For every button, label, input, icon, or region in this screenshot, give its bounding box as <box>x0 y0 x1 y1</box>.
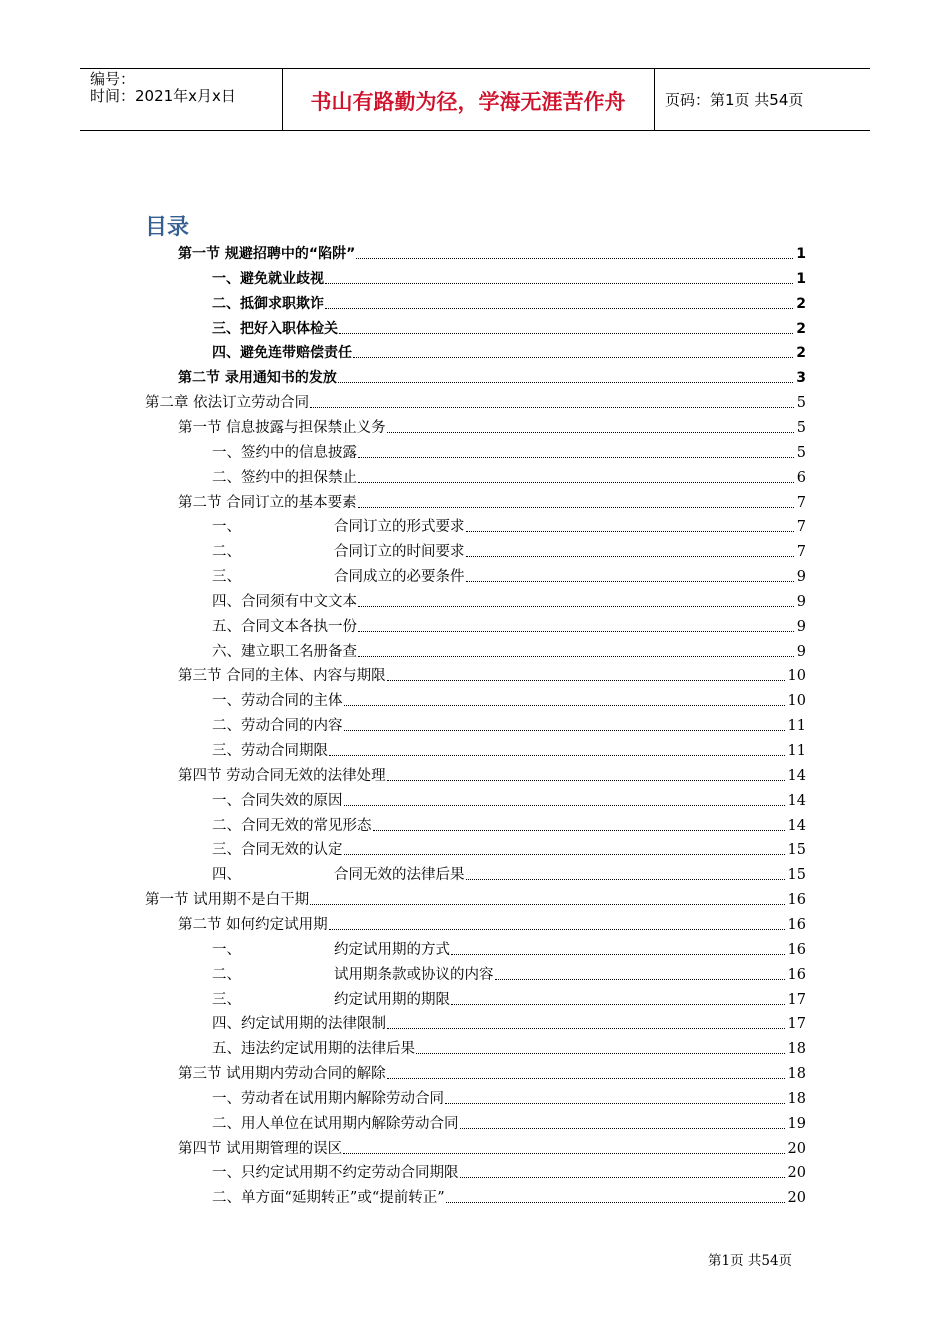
toc-entry-page: 16 <box>787 916 806 933</box>
toc-dot-leader <box>373 830 785 831</box>
toc-dot-leader <box>358 457 794 458</box>
toc-entry[interactable] <box>212 467 806 487</box>
toc-entry-page: 1 <box>796 246 806 262</box>
header-left-cell <box>80 69 283 130</box>
toc-entry-page: 5 <box>796 444 806 461</box>
toc-entry[interactable] <box>178 1138 806 1158</box>
toc-entry-title: 二、单方面“延期转正”或“提前转正” <box>212 1190 445 1207</box>
toc-entry-text: 约定试用期的方式 <box>334 941 450 958</box>
header-motto: 书山有路勤为径，学海无涯苦作舟 <box>310 90 626 114</box>
toc-entry-page: 20 <box>787 1190 806 1207</box>
toc-entry-title: 五、合同文本各执一份 <box>212 618 357 635</box>
toc-entry[interactable] <box>212 1187 806 1207</box>
toc-entry-page: 7 <box>796 544 806 561</box>
toc-entry-text: 试用期条款或协议的内容 <box>334 966 494 983</box>
document-date-label: 时间：2021年x月x日 <box>90 87 236 105</box>
toc-entry-page: 5 <box>796 395 806 412</box>
toc-entry-page: 17 <box>787 991 806 1008</box>
toc-entry-number: 一、 <box>212 941 241 958</box>
toc-entry-page: 5 <box>796 419 806 436</box>
toc-entry[interactable] <box>212 342 806 362</box>
toc-dot-leader <box>344 854 785 855</box>
document-number-label: 编号： <box>90 70 136 88</box>
toc-dot-leader <box>387 1028 785 1029</box>
toc-entry[interactable] <box>212 541 806 561</box>
toc-entry-page: 18 <box>787 1090 806 1107</box>
toc-entry-title: 第三节 试用期内劳动合同的解除 <box>178 1066 386 1083</box>
toc-entry-page: 6 <box>796 469 806 486</box>
toc-entry-page: 14 <box>787 767 806 784</box>
toc-entry-page: 19 <box>787 1115 806 1132</box>
toc-dot-leader <box>325 308 793 309</box>
toc-entry[interactable] <box>212 939 806 959</box>
toc-entry-page: 14 <box>787 792 806 809</box>
toc-entry[interactable] <box>212 690 806 710</box>
toc-entry-page: 17 <box>787 1016 806 1033</box>
toc-dot-leader <box>344 705 785 706</box>
toc-entry-title <box>212 866 465 884</box>
toc-entry-page: 16 <box>787 966 806 983</box>
toc-entry[interactable] <box>212 268 806 288</box>
toc-dot-leader <box>445 1103 785 1104</box>
toc-entry-page: 15 <box>787 867 806 884</box>
toc-entry-title: 五、违法约定试用期的法律后果 <box>212 1041 415 1058</box>
toc-entry-page: 20 <box>787 1140 806 1157</box>
toc-entry-page: 14 <box>787 817 806 834</box>
toc-entry-title: 第一节 规避招聘中的“陷阱” <box>178 246 356 262</box>
toc-dot-leader <box>460 1177 785 1178</box>
toc-entry[interactable] <box>178 765 806 785</box>
toc-entry[interactable] <box>178 665 806 685</box>
toc-entry[interactable] <box>212 516 806 536</box>
toc-entry-text: 合同成立的必要条件 <box>334 569 465 586</box>
toc-entry-page: 9 <box>796 643 806 660</box>
toc-entry-page: 2 <box>796 320 806 337</box>
page-footer-number: 第1页 共54页 <box>708 1253 793 1269</box>
toc-entry-title: 三、把好入职体检关 <box>212 320 338 337</box>
toc-entry-title <box>212 518 465 536</box>
toc-entry-title: 三、合同无效的认定 <box>212 842 343 859</box>
toc-entry-page: 18 <box>787 1041 806 1058</box>
toc-entry-title: 第二节 录用通知书的发放 <box>178 370 337 387</box>
toc-entry-title: 第二章 依法订立劳动合同 <box>145 395 310 412</box>
toc-entry[interactable] <box>178 914 806 934</box>
toc-entry-text: 合同订立的形式要求 <box>334 519 465 536</box>
toc-dot-leader <box>338 382 793 383</box>
toc-entry[interactable] <box>212 740 806 760</box>
toc-entry[interactable] <box>178 492 806 512</box>
toc-entry[interactable] <box>212 616 806 636</box>
toc-entry-number: 二、 <box>212 544 241 561</box>
toc-entry-page: 9 <box>796 569 806 586</box>
header-middle-cell <box>282 69 655 130</box>
toc-dot-leader <box>466 531 794 532</box>
toc-entry[interactable] <box>212 989 806 1009</box>
toc-entry[interactable] <box>212 864 806 884</box>
toc-entry-title: 二、抵御求职欺诈 <box>212 295 324 312</box>
toc-entry-title: 一、避免就业歧视 <box>212 270 324 287</box>
toc-dot-leader <box>416 1053 785 1054</box>
toc-dot-leader <box>343 1153 784 1154</box>
toc-entry-title: 第二节 如何约定试用期 <box>178 916 328 933</box>
toc-dot-leader <box>387 432 794 433</box>
toc-dot-leader <box>451 954 785 955</box>
toc-entry[interactable] <box>178 367 806 387</box>
toc-dot-leader <box>310 407 794 408</box>
toc-entry-title: 第二节 合同订立的基本要素 <box>178 494 357 511</box>
toc-entry-number: 二、 <box>212 966 241 983</box>
toc-entry-page: 1 <box>796 270 806 287</box>
toc-entry[interactable] <box>212 566 806 586</box>
toc-entry-title: 六、建立职工名册备查 <box>212 643 357 660</box>
toc-entry-page: 15 <box>787 842 806 859</box>
toc-entry-number: 三、 <box>212 991 241 1008</box>
toc-dot-leader <box>353 357 793 358</box>
toc-entry-page: 11 <box>787 743 806 759</box>
toc-entry[interactable] <box>145 392 806 412</box>
toc-entry-title: 一、签约中的信息披露 <box>212 444 357 461</box>
toc-entry-page: 9 <box>796 593 806 610</box>
toc-dot-leader <box>329 755 785 756</box>
toc-dot-leader <box>387 1078 785 1079</box>
toc-entry-title <box>212 966 494 984</box>
toc-dot-leader <box>387 680 785 681</box>
toc-entry-title: 第三节 合同的主体、内容与期限 <box>178 668 386 685</box>
toc-dot-leader <box>358 606 794 607</box>
toc-dot-leader <box>466 879 785 880</box>
toc-entry-title: 第一节 信息披露与担保禁止义务 <box>178 419 386 436</box>
toc-entry-title: 四、合同须有中文文本 <box>212 593 357 610</box>
toc-entry-page: 2 <box>796 295 806 312</box>
header-page-number: 页码：第1页 共54页 <box>665 91 804 109</box>
page-header <box>80 68 870 131</box>
toc-entry-title: 二、合同无效的常见形态 <box>212 817 372 834</box>
toc-dot-leader <box>358 656 794 657</box>
toc-entry[interactable] <box>212 964 806 984</box>
toc-entry-title: 四、约定试用期的法律限制 <box>212 1016 386 1033</box>
toc-dot-leader <box>329 929 785 930</box>
toc-entry-title <box>212 543 465 561</box>
toc-entry[interactable] <box>212 1113 806 1133</box>
toc-entry-title: 二、签约中的担保禁止 <box>212 469 357 486</box>
toc-entry-number: 一、 <box>212 519 241 536</box>
toc-entry-text: 合同无效的法律后果 <box>334 867 465 884</box>
toc-entry[interactable] <box>212 442 806 462</box>
toc-entry-title: 第四节 试用期管理的误区 <box>178 1140 343 1157</box>
toc-entry[interactable] <box>212 1162 806 1182</box>
toc-dot-leader <box>446 1202 785 1203</box>
toc-entry-title: 一、只约定试用期不约定劳动合同期限 <box>212 1165 459 1182</box>
toc-dot-leader <box>466 556 794 557</box>
toc-entry-page: 11 <box>787 718 806 735</box>
toc-entry-number: 四、 <box>212 867 241 884</box>
toc-entry-page: 9 <box>796 618 806 635</box>
toc-entry-title: 二、用人单位在试用期内解除劳动合同 <box>212 1115 459 1132</box>
header-right-cell <box>655 69 870 130</box>
toc-dot-leader <box>325 283 793 284</box>
toc-entry[interactable] <box>212 1013 806 1033</box>
toc-dot-leader <box>460 1128 785 1129</box>
toc-dot-leader <box>358 631 794 632</box>
toc-dot-leader <box>344 805 785 806</box>
toc-entry-title <box>212 941 450 959</box>
toc-entry-page: 16 <box>787 892 806 909</box>
toc-entry-page: 18 <box>787 1066 806 1083</box>
toc-entry-page: 20 <box>787 1165 806 1182</box>
toc-entry-title: 二、劳动合同的内容 <box>212 718 343 735</box>
toc-entry[interactable] <box>212 715 806 735</box>
toc-title: 目录 <box>145 215 190 240</box>
toc-dot-leader <box>339 333 793 334</box>
toc-entry-text: 合同订立的时间要求 <box>334 544 465 561</box>
toc-entry-title: 四、避免连带赔偿责任 <box>212 345 352 362</box>
toc-entry[interactable] <box>212 293 806 313</box>
toc-entry-title: 三、劳动合同期限 <box>212 743 328 759</box>
toc-entry-page: 16 <box>787 941 806 958</box>
toc-entry[interactable] <box>212 839 806 859</box>
toc-dot-leader <box>495 979 785 980</box>
toc-entry[interactable] <box>212 790 806 810</box>
toc-entry-title: 第一节 试用期不是白干期 <box>145 892 310 909</box>
toc-entry[interactable] <box>212 318 806 338</box>
toc-entry[interactable] <box>178 243 806 263</box>
toc-dot-leader <box>358 507 794 508</box>
toc-dot-leader <box>310 904 784 905</box>
toc-dot-leader <box>466 581 794 582</box>
toc-entry-title: 第四节 劳动合同无效的法律处理 <box>178 767 386 784</box>
toc-entry-title: 一、劳动合同的主体 <box>212 693 343 710</box>
toc-entry-page: 7 <box>796 494 806 511</box>
toc-entry[interactable] <box>178 1063 806 1083</box>
toc-entry[interactable] <box>212 591 806 611</box>
toc-dot-leader <box>344 730 785 731</box>
toc-entry-title: 一、劳动者在试用期内解除劳动合同 <box>212 1090 444 1107</box>
toc-entry[interactable] <box>212 1038 806 1058</box>
toc-entry[interactable] <box>178 417 806 437</box>
toc-entry[interactable] <box>212 1088 806 1108</box>
toc-entry-page: 3 <box>796 370 806 387</box>
toc-entry[interactable] <box>212 815 806 835</box>
toc-dot-leader <box>358 482 794 483</box>
toc-entry-title: 一、合同失效的原因 <box>212 792 343 809</box>
toc-entry-page: 2 <box>796 345 806 362</box>
toc-entry-number: 三、 <box>212 569 241 586</box>
toc-entry-page: 10 <box>787 693 806 710</box>
toc-entry-page: 10 <box>787 668 806 685</box>
toc-dot-leader <box>451 1004 785 1005</box>
toc-entry-title <box>212 568 465 586</box>
toc-entry-page: 7 <box>796 519 806 536</box>
toc-entry-text: 约定试用期的期限 <box>334 991 450 1008</box>
toc-entry[interactable] <box>145 889 806 909</box>
toc-entry[interactable] <box>212 641 806 661</box>
toc-dot-leader <box>356 258 793 259</box>
toc-dot-leader <box>387 780 785 781</box>
toc-entry-title <box>212 991 450 1009</box>
